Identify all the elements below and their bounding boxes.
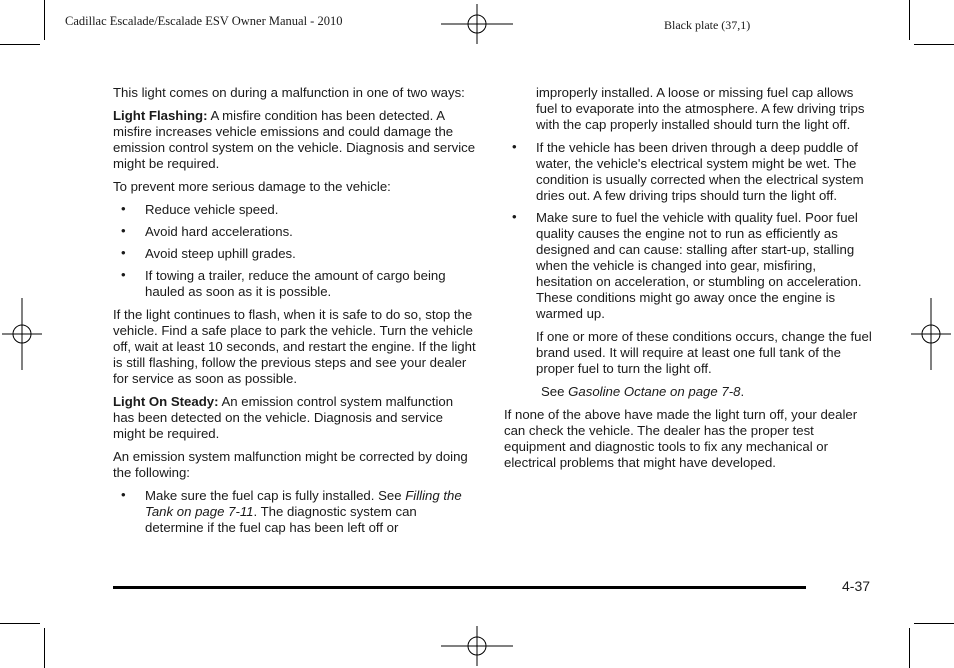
fuelcap-reference-link[interactable]: Filling the Tank on page 7-11 [145, 488, 462, 519]
bullet-icon: • [121, 223, 126, 238]
steady-text: An emission control system malfunction has been detected on the vehicle. Diagnosis and service might be required. [113, 394, 454, 441]
footer-rule [113, 586, 806, 589]
corrected-paragraph: An emission system malfunction might be corrected by doing the following: [113, 449, 468, 480]
crop-mark [0, 44, 40, 45]
crop-mark [909, 628, 910, 668]
prevent-paragraph: To prevent more serious damage to the vehicle: [113, 179, 391, 194]
crop-mark [914, 44, 954, 45]
running-header-title: Cadillac Escalade/Escalade ESV Owner Manual - 2010 [65, 14, 343, 28]
bullet-icon: • [512, 139, 517, 154]
list-item [113, 488, 477, 536]
list-item [504, 210, 872, 322]
bullet-icon: • [512, 209, 517, 224]
crop-mark [909, 0, 910, 40]
list-item-text: Make sure to fuel the vehicle with quality fuel. Poor fuel quality causes the engine not to run as efficiently as designed and can cause: stalling after start-up, stalling when the vehicle is changed into gear, misfiring, hesitation on acceleration, or stumbling on acceleration. These conditions might go away once the engine is warmed up. [536, 210, 862, 321]
prevent-list [113, 202, 477, 300]
none-paragraph: If none of the above have made the light turn off, your dealer can check the vehicle. The dealer has the proper test equipment and diagnostic tools to fix any mechanical or electrical problems that might have developed. [504, 407, 858, 470]
registration-mark-icon [441, 626, 513, 666]
fuelcap-continued: improperly installed. A loose or missing fuel cap allows fuel to evaporate into the atmosphere. A few driving trips with the cap properly installed should turn the light off. [536, 85, 865, 132]
flashing-text: A misfire condition has been detected. A misfire increases vehicle emissions and could damage the emission control system on the vehicle. Diagnosis and service might be required. [113, 108, 476, 171]
continues-paragraph: If the light continues to flash, when it is safe to do so, stop the vehicle. Find a safe place to park the vehicle. Turn the vehicle off, wait at least 10 seconds, and restart the engine. If the light is still flashing, follow the previous steps and see your dealer for service as soon as possible. [113, 307, 476, 386]
intro-paragraph: This light comes on during a malfunction in one of two ways: [113, 85, 465, 100]
crop-mark [44, 0, 45, 40]
left-column [113, 85, 477, 543]
registration-mark-icon [441, 4, 513, 44]
corrective-list-continued [504, 140, 872, 322]
right-column [504, 85, 872, 478]
gasoline-octane-link[interactable]: Gasoline Octane on page 7-8 [568, 384, 741, 399]
page-number: 4-37 [842, 578, 871, 594]
fuelcap-text: Make sure the fuel cap is fully installed. See [145, 488, 402, 503]
list-item-text: Avoid steep uphill grades. [145, 246, 296, 261]
crop-mark [914, 623, 954, 624]
crop-mark [0, 623, 40, 624]
list-item-text: Reduce vehicle speed. [145, 202, 279, 217]
see-label: See [541, 384, 565, 399]
see-reference [504, 384, 872, 400]
list-item [504, 140, 872, 204]
plate-label: Black plate (37,1) [664, 18, 751, 32]
registration-mark-icon [2, 298, 42, 370]
see-end: . [740, 384, 745, 399]
corrective-list [113, 488, 477, 536]
steady-label: Light On Steady: [113, 394, 219, 409]
list-item-text: Avoid hard accelerations. [145, 224, 293, 239]
list-item [113, 268, 477, 300]
fuelcap-text-end: . The diagnostic system can determine if the fuel cap has been left off or [145, 504, 417, 535]
list-item-text: If the vehicle has been driven through a deep puddle of water, the vehicle's electrical system might be wet. The condition is usually corrected when the electrical system dries out. A few driving trips should turn the light off. [536, 140, 864, 203]
bullet-icon: • [121, 245, 126, 260]
crop-mark [44, 628, 45, 668]
change-brand-paragraph: If one or more of these conditions occurs, change the fuel brand used. It will require at least one full tank of the proper fuel to turn the light off. [536, 329, 872, 376]
list-item-text: If towing a trailer, reduce the amount of cargo being hauled as soon as it is possible. [145, 268, 446, 299]
list-item [113, 202, 477, 218]
registration-mark-icon [911, 298, 951, 370]
list-item [113, 224, 477, 240]
bullet-icon: • [121, 201, 126, 216]
flashing-label: Light Flashing: [113, 108, 208, 123]
list-item [113, 246, 477, 262]
bullet-icon: • [121, 267, 126, 282]
flashing-paragraph [113, 108, 477, 172]
bullet-icon: • [121, 487, 126, 502]
steady-paragraph [113, 394, 477, 442]
